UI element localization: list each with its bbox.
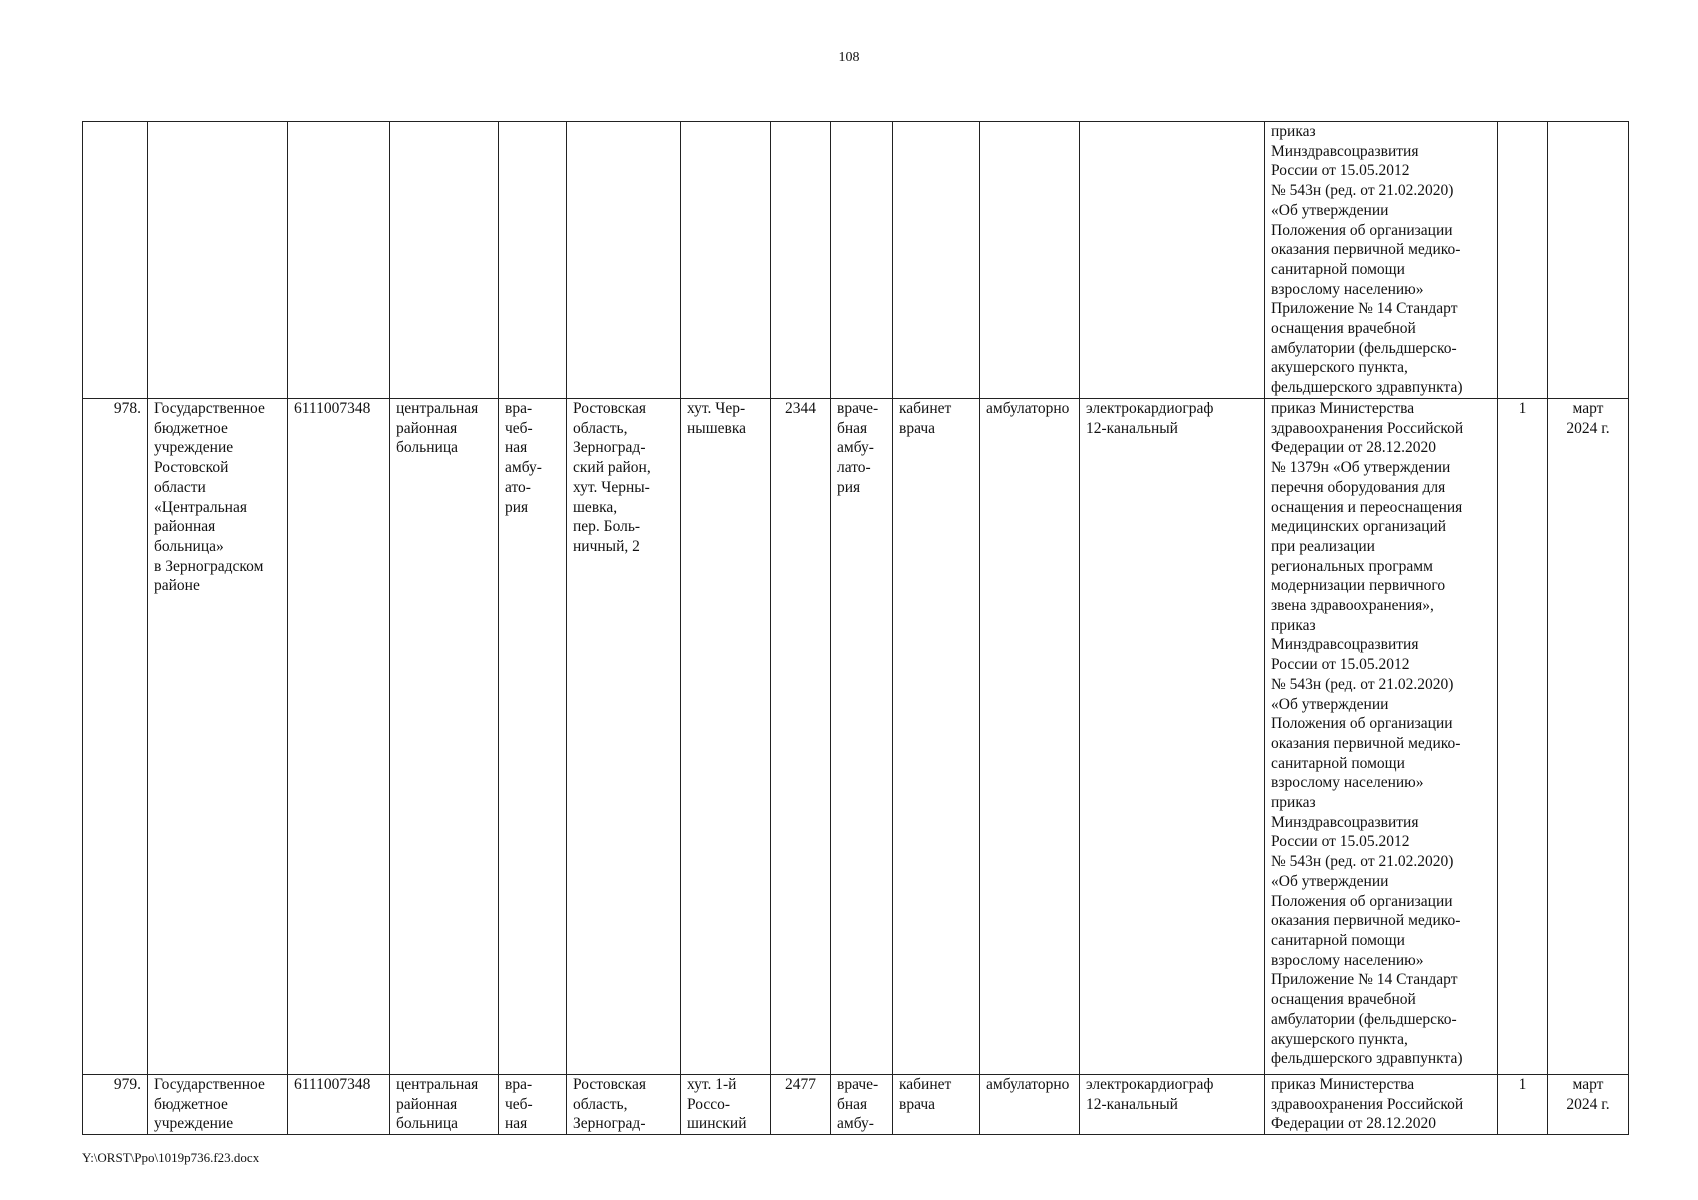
subunit-cell: враче- бная амбу-: [831, 1075, 893, 1135]
organization-type-cell: центральная районная больница: [390, 1075, 499, 1135]
document-path-footer: Y:\ORST\Ppo\1019p736.f23.docx: [82, 1150, 260, 1165]
registry-table: [82, 121, 1629, 1135]
regulation-cell: приказ Минздравсоцразвития России от 15.05.2012 № 543н (ред. от 21.02.2020) «Об утверждении Положения об организации оказания первичной медико- санитарной помощи взрослому населению» Приложение № 14 Стандарт оснащения врачебной амбулатории (фельдшерско- акушерского пункта, фельдшерского здравпункта): [1265, 122, 1498, 399]
care-condition-cell: амбулаторно: [980, 399, 1080, 1075]
code-cell: 2477: [771, 1075, 831, 1135]
organization-cell: Государственное бюджетное учреждение: [148, 1075, 288, 1135]
care-condition-cell: амбулаторно: [980, 1075, 1080, 1135]
table-row: [83, 1075, 1629, 1135]
regulation-cell: приказ Министерства здравоохранения Российской Федерации от 28.12.2020 № 1379н «Об утверждении перечня оборудования для оснащения и переоснащения медицинских организаций при реализации региональных программ модернизации первичного звена здравоохранения», приказ Минздравсоцразвития России от 15.05.2012 № 543н (ред. от 21.02.2020) «Об утверждении Положения об организации оказания первичной медико- санитарной помощи взрослому населению» приказ Минздравсоцразвития России от 15.05.2012 № 543н (ред. от 21.02.2020) «Об утверждении Положения об организации оказания первичной медико- санитарной помощи взрослому населению» Приложение № 14 Стандарт оснащения врачебной амбулатории (фельдшерско- акушерского пункта, фельдшерского здравпункта): [1265, 399, 1498, 1075]
address-cell: [567, 122, 681, 399]
inn-cell: [288, 122, 390, 399]
room-cell: кабинет врача: [893, 399, 980, 1075]
organization-type-cell: [390, 122, 499, 399]
organization-type-cell: центральная районная больница: [390, 399, 499, 1075]
settlement-cell: хут. 1-й Россо- шинский: [681, 1075, 771, 1135]
page-number: 108: [838, 50, 860, 65]
inn-cell: 6111007348: [288, 1075, 390, 1135]
unit-type-cell: вра- чеб- ная: [499, 1075, 567, 1135]
table-row: [83, 122, 1629, 399]
quantity-cell: 1: [1498, 399, 1548, 1075]
date-cell: март 2024 г.: [1548, 1075, 1629, 1135]
settlement-cell: хут. Чер- нышевка: [681, 399, 771, 1075]
table-row: [83, 399, 1629, 1075]
unit-type-cell: вра- чеб- ная амбу- ато- рия: [499, 399, 567, 1075]
organization-cell: Государственное бюджетное учреждение Ростовской области «Центральная районная больница» в Зерноградском районе: [148, 399, 288, 1075]
row-number-cell: [83, 122, 148, 399]
regulation-cell: приказ Министерства здравоохранения Российской Федерации от 28.12.2020: [1265, 1075, 1498, 1135]
settlement-cell: [681, 122, 771, 399]
unit-type-cell: [499, 122, 567, 399]
quantity-cell: 1: [1498, 1075, 1548, 1135]
room-cell: кабинет врача: [893, 1075, 980, 1135]
address-cell: Ростовская область, Зерноград-: [567, 1075, 681, 1135]
equipment-cell: [1080, 122, 1265, 399]
code-cell: 2344: [771, 399, 831, 1075]
care-condition-cell: [980, 122, 1080, 399]
equipment-cell: электрокардиограф 12-канальный: [1080, 1075, 1265, 1135]
date-cell: [1548, 122, 1629, 399]
code-cell: [771, 122, 831, 399]
equipment-cell: электрокардиограф 12-канальный: [1080, 399, 1265, 1075]
subunit-cell: враче- бная амбу- лато- рия: [831, 399, 893, 1075]
quantity-cell: [1498, 122, 1548, 399]
organization-cell: [148, 122, 288, 399]
inn-cell: 6111007348: [288, 399, 390, 1075]
row-number-cell: 978.: [83, 399, 148, 1075]
address-cell: Ростовская область, Зерноград- ский район, хут. Черны- шевка, пер. Боль- ничный, 2: [567, 399, 681, 1075]
date-cell: март 2024 г.: [1548, 399, 1629, 1075]
row-number-cell: 979.: [83, 1075, 148, 1135]
room-cell: [893, 122, 980, 399]
subunit-cell: [831, 122, 893, 399]
